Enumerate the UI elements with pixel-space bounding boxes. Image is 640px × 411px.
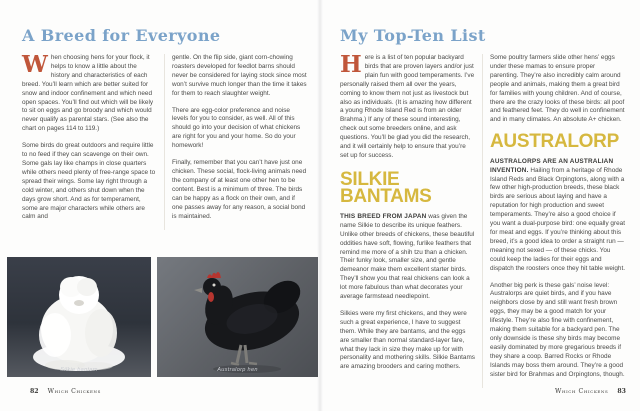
page-number: 82 [30,388,39,395]
paragraph-text: ere is a list of ten popular backyard birds that are proven layers and/or just plain fun with good temperaments. I’ve personally raised them all over the years, coming to know them not just as livestock but also as individuals. (It is amazing how different a young Rhode Island Red is from an older Brahma.) If any of these sound interesting, check out some breeders online, and ask questions. You’ll be glad you did the research, and it will certainly help to ensure that you’re set up for success. [340,54,475,159]
lead-in-text: AUSTRALORPS ARE AN AUSTRALIAN INVENTION. [490,157,614,174]
paragraph-text: was given the name Silkie to describe its unique feathers. Unlike other breeds of chickens, these beautiful oddities have soft, flowing, furlike feathers that remind me more of a shih tzu than a chicken. Their funky look, smaller size, and gentle demeanor make them excellent starter birds. They’ll show you that real chickens can look a lot more fabulous than what decorates your average farmstead needlepoint. [340,212,475,301]
paragraph [490,158,625,274]
paragraph [340,213,475,302]
right-footer [555,388,626,395]
left-col-2 [164,54,307,230]
right-col-2 [482,54,625,388]
paragraph: Some poultry farmers slide other hens’ eggs under these mamas to ensure proper parenting. They’re also incredibly calm around people and animals, making them a great bird for families with young children. And of course, there are the crazy looks of these birds: all poof and feathered feet. They do well in confinement and in many climates. An absolute A+ chicken. [490,54,625,124]
paragraph: Some birds do great outdoors and require little to no feed if they can scavenge on their own. Some gals lay like champs in close quarters while others need plenty of free-range space to spread their wings. Some lay right through a cold winter, and others shut down when the days grow short. And as for temperament, some are major characters while others are calm and [22,142,156,221]
australorp-photo [157,257,318,377]
drop-cap-w: W [22,51,48,78]
right-col-1 [340,51,475,388]
paragraph: Another big perk is these gals’ noise level: Australorps are quiet birds, and if you have neighbors close by and still want fresh brown eggs, they may be a good match for your lifestyle. They’re also fine with confinement, making them suitable for a backyard pen. The only downside is these shy birds may become easily dominated by more gregarious breeds if they share a coop. Barred Rocks or Rhode Islands may boss them around. They’re a good sister bird for Brahmas and Orpingtons, though. [490,281,625,378]
paragraph-text: Hailing from a heritage of Rhode Island Reds and Black Orpingtons, along with a few other high-production breeds, these black birds are serious about laying and have a reputation for high production and sweet temperaments. They’re also a good choice if you want a dual-purpose bird: one equally great for meat and eggs. If you’re thinking about this breed, it’s a good idea to order a straight run — meaning not sexed — of these chicks. You could keep the ladies for their eggs and dispatch the roosters once they hit table weight. [490,166,626,272]
left-col-1 [22,51,157,230]
paragraph: gentle. On the flip side, giant corn-chowing roasters developed for feedlot barns should never be considered for laying stock since most won’t survive much longer than the time it takes for them to reach slaughter weight. [172,54,307,97]
lead-in-text: THIS BREED FROM JAPAN [340,212,427,220]
chapter-title: Which Chickens [47,388,101,395]
photo-row [7,257,318,377]
paragraph: Finally, remember that you can’t have just one chicken. These social, flock-living animals need the company of at least one other hen to be content. Best is a minimum of three. The birds can be happy as a flock on their own, and if one passes away for any reason, a social bond is maintained. [172,159,307,220]
section-title-australorp: AUSTRALORP [490,131,619,153]
right-page [320,0,640,411]
section-title-silkie-bantams: SILKIE BANTAMS [340,168,432,208]
left-footer [30,388,101,395]
silkie-chicken-illustration [7,257,151,377]
paragraph: Silkies were my first chickens, and they were such a great experience, I have to suggest them. While they are bantams, and the eggs are smaller than normal standard-layer fare, what they lack in size they make up for with personality and mothering skills. Silkie Bantams are amazing brooders and caring mothers. [340,309,475,371]
silkie-caption: Silkie bantam [60,367,98,373]
page-number: 83 [617,388,626,395]
drop-cap-h: H [340,51,362,78]
page-title-left: A Breed for Everyone [22,26,221,45]
australorp-chicken-illustration [157,257,318,377]
australorp-caption: Australorp hen [217,367,258,373]
page-title-right: My Top-Ten List [340,26,486,45]
paragraph [22,51,157,134]
paragraph-text: hen choosing hens for your flock, it helps to know a little about the history and characteristics of each breed. You’ll learn which are better suited for snow and indoor confinement and which need open spaces. You’ll find out which will be likely to sit on eggs and go broody and which would never qualify as parental stars. (See also the chart on pages 114 to 119.) [22,54,154,133]
paragraph: There are egg-color preference and noise levels for you to consider, as well. All of this should go into your decision of what chickens are right for you and your home. So do your homework! [172,106,301,150]
paragraph [340,51,475,161]
left-page-columns [22,51,307,230]
silkie-photo [7,257,151,377]
right-page-columns [340,51,626,388]
chapter-title: Which Chickens [555,388,609,395]
